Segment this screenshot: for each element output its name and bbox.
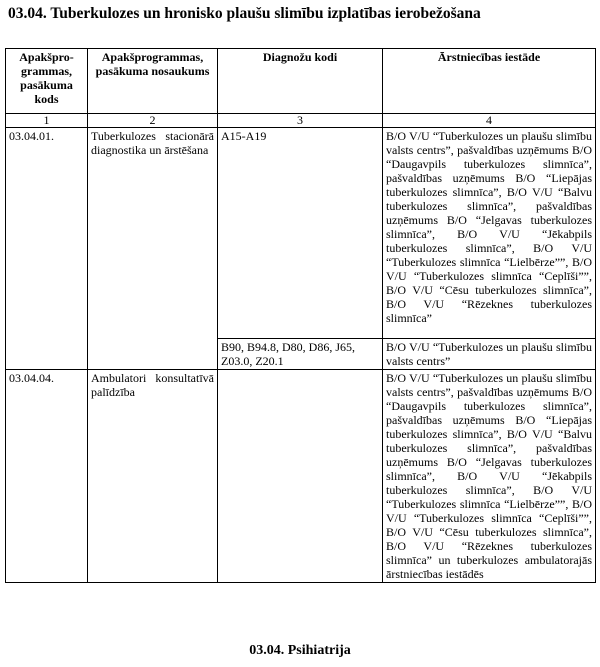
table-header-row bbox=[6, 49, 596, 114]
institution-list: B/O V/U “Tuberkulozes un plaušu slimību valsts centrs”, pašvaldības uzņēmums B/O “Daugavpils tuberkulozes slimnīca”, pašvaldības uzņēmums B/O “Liepājas tuberkulozes slimnīca”, B/O V/U “Balvu tuberkulozes slimnīca”, pašvaldības uzņēmums B/O “Jelgavas tuberkulozes slimnīca”, B/O V/U “Jēkabpils tuberkulozes slimnīca”, B/O V/U “Tuberkulozes slimnīca “Lielbērze””, B/O V/U “Tuberkulozes slimnīca “Ceplīši””, B/O V/U “Cēsu tuberkulozes slimnīca”, B/O V/U “Rēzeknes tuberkulozes slimnīca” un tuberkulozes ambulatorajās ārstniecības iestādēs bbox=[383, 370, 596, 583]
next-section-heading: 03.04. Psihiatrija bbox=[249, 643, 351, 658]
section-heading: 03.04. Tuberkulozes un hronisko plaušu slimību izplatības ierobežošana bbox=[8, 5, 481, 22]
header-code: Apakšpro-grammas, pasākuma kods bbox=[6, 49, 88, 114]
institution-list: B/O V/U “Tuberkulozes un plaušu slimību valsts centrs”, pašvaldības uzņēmums B/O “Daugavpils tuberkulozes slimnīca”, pašvaldības uzņēmums B/O “Liepājas tuberkulozes slimnīca”, B/O V/U “Balvu tuberkulozes slimnīca”, pašvaldības uzņēmums B/O “Jelgavas tuberkulozes slimnīca”, B/O V/U “Jēkabpils tuberkulozes slimnīca”, B/O V/U “Tuberkulozes slimnīca “Lielbērze””, B/O V/U “Tuberkulozes slimnīca “Ceplīši””, B/O V/U “Cēsu tuberkulozes slimnīca”, B/O V/U “Rēzeknes tuberkulozes slimnīca” bbox=[383, 128, 596, 339]
column-number: 3 bbox=[218, 114, 383, 128]
program-name: Ambulatori konsultatīvā palīdzība bbox=[88, 370, 218, 583]
diagnosis-codes: A15-A19 bbox=[218, 128, 383, 339]
diagnosis-codes bbox=[218, 370, 383, 583]
institution-list: B/O V/U “Tuberkulozes un plaušu slimību valsts centrs” bbox=[383, 339, 596, 370]
column-number: 2 bbox=[88, 114, 218, 128]
column-number-row bbox=[6, 114, 596, 128]
program-code: 03.04.04. bbox=[6, 370, 88, 583]
column-number: 4 bbox=[383, 114, 596, 128]
header-institution: Ārstniecības iestāde bbox=[383, 49, 596, 114]
treatment-institutions-table bbox=[5, 48, 596, 583]
header-diagnosis-codes: Diagnožu kodi bbox=[218, 49, 383, 114]
table-row bbox=[6, 370, 596, 583]
program-name: Tuberkulozes stacionārā diagnostika un ārstēšana bbox=[88, 128, 218, 370]
program-code: 03.04.01. bbox=[6, 128, 88, 370]
diagnosis-codes: B90, B94.8, D80, D86, J65, Z03.0, Z20.1 bbox=[218, 339, 383, 370]
column-number: 1 bbox=[6, 114, 88, 128]
table-row bbox=[6, 128, 596, 339]
header-name: Apakšprogrammas, pasākuma nosaukums bbox=[88, 49, 218, 114]
